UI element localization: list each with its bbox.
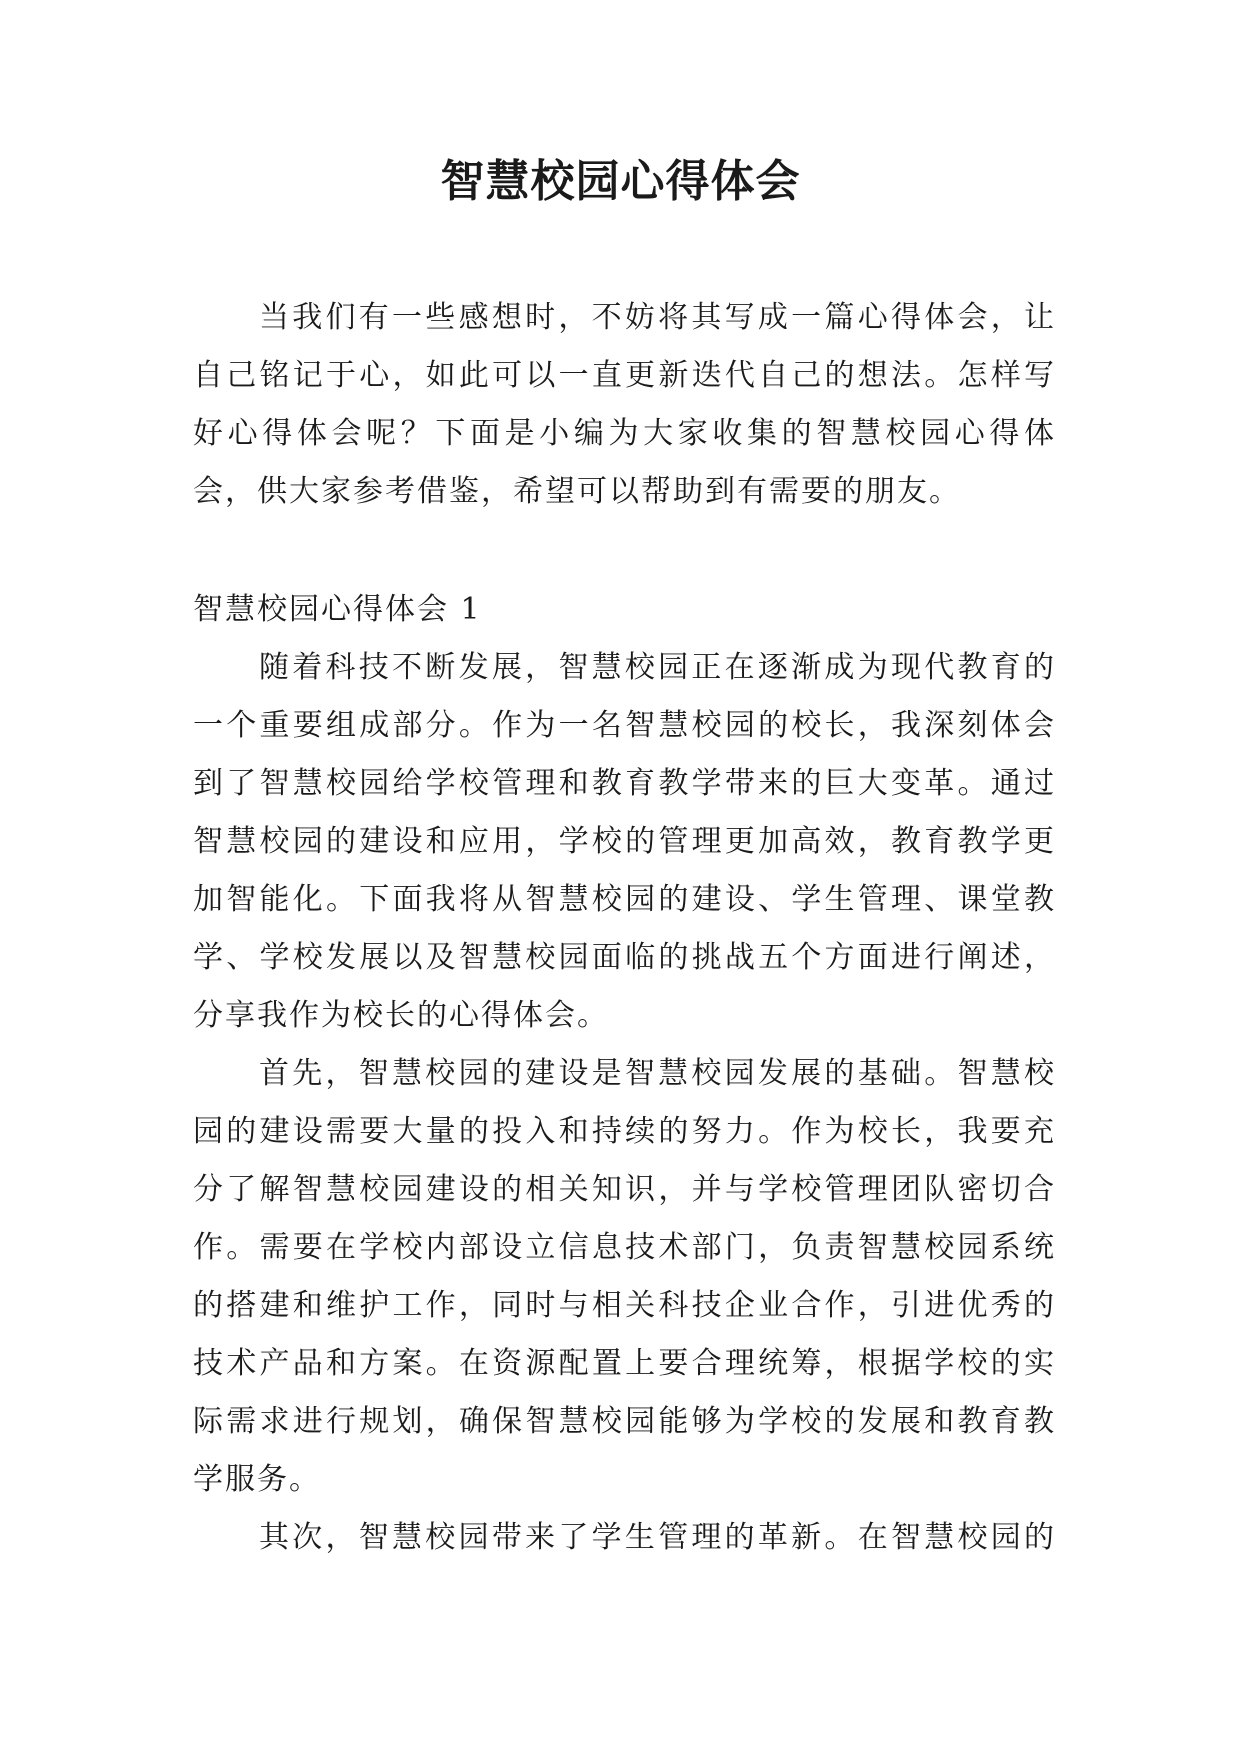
paragraph-line: 好心得体会呢？下面是小编为大家收集的智慧校园心得体 xyxy=(193,416,1056,451)
paragraph-line: 首先，智慧校园的建设是智慧校园发展的基础。智慧校 xyxy=(259,1056,1056,1091)
paragraph-line: 到了智慧校园给学校管理和教育教学带来的巨大变革。通过 xyxy=(193,766,1056,801)
body-paragraph xyxy=(193,639,1056,1045)
paragraph-line: 智慧校园的建设和应用，学校的管理更加高效，教育教学更 xyxy=(193,824,1056,859)
paragraph-line: 加智能化。下面我将从智慧校园的建设、学生管理、课堂教 xyxy=(193,882,1056,917)
paragraph-line: 会，供大家参考借鉴，希望可以帮助到有需要的朋友。 xyxy=(193,474,961,509)
paragraph-line: 分了解智慧校园建设的相关知识，并与学校管理团队密切合 xyxy=(193,1172,1056,1207)
paragraph-line: 分享我作为校长的心得体会。 xyxy=(193,998,609,1033)
paragraph-line: 当我们有一些感想时，不妨将其写成一篇心得体会，让 xyxy=(259,300,1056,335)
intro-paragraph xyxy=(193,289,1056,521)
paragraph-line: 际需求进行规划，确保智慧校园能够为学校的发展和教育教 xyxy=(193,1404,1056,1439)
paragraph-line: 随着科技不断发展，智慧校园正在逐渐成为现代教育的 xyxy=(259,650,1056,685)
paragraph-line: 自己铭记于心，如此可以一直更新迭代自己的想法。怎样写 xyxy=(193,358,1056,393)
body-paragraph xyxy=(193,1045,1056,1509)
paragraph-line: 作。需要在学校内部设立信息技术部门，负责智慧校园系统 xyxy=(193,1230,1056,1265)
paragraph-line: 学、学校发展以及智慧校园面临的挑战五个方面进行阐述， xyxy=(193,940,1056,975)
paragraph-line: 一个重要组成部分。作为一名智慧校园的校长，我深刻体会 xyxy=(193,708,1056,743)
section-heading: 智慧校园心得体会 1 xyxy=(193,592,482,627)
paragraph-line: 的搭建和维护工作，同时与相关科技企业合作，引进优秀的 xyxy=(193,1288,1056,1323)
paragraph-line: 园的建设需要大量的投入和持续的努力。作为校长，我要充 xyxy=(193,1114,1056,1149)
document-body xyxy=(193,289,1056,1567)
paragraph-line: 其次，智慧校园带来了学生管理的革新。在智慧校园的 xyxy=(259,1520,1056,1555)
document-title: 智慧校园心得体会 xyxy=(440,156,801,207)
body-paragraph xyxy=(193,1509,1056,1567)
paragraph-line: 技术产品和方案。在资源配置上要合理统筹，根据学校的实 xyxy=(193,1346,1056,1381)
paragraph-line: 学服务。 xyxy=(193,1462,321,1497)
